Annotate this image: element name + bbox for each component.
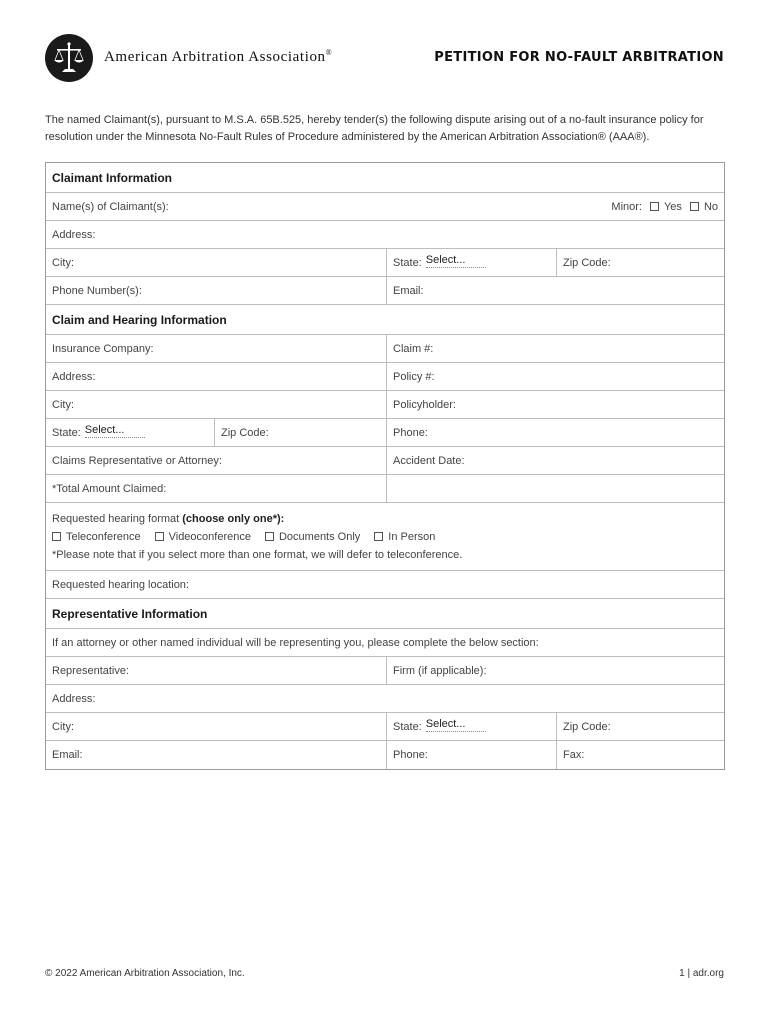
in-person-checkbox[interactable] [374,532,383,541]
hearing-format-label: Requested hearing format [52,512,180,525]
insurance-address-field[interactable] [46,363,386,390]
teleconference-label: Teleconference [66,530,141,543]
minor-label: Minor: [611,200,642,213]
scales-of-justice-icon [45,34,93,82]
hearing-format-note: (choose only one*): [182,512,285,525]
insurance-phone-label: Phone: [393,427,428,439]
representative-name-field[interactable] [46,657,386,684]
claimant-address-row [46,221,724,249]
teleconference-checkbox[interactable] [52,532,61,541]
representative-fax-field[interactable] [556,741,724,769]
claimant-name-row [46,193,724,221]
documents-only-checkbox[interactable] [265,532,274,541]
minor-group [611,201,718,213]
representative-address-label: Address: [52,692,96,705]
total-amount-field[interactable] [46,475,386,502]
policyholder-field[interactable] [386,391,724,418]
claimant-state-field [386,249,556,276]
claimant-names-label: Name(s) of Claimant(s): [52,200,169,213]
insurance-row [46,335,724,363]
videoconference-checkbox[interactable] [155,532,164,541]
claimant-address-field[interactable] [46,221,724,248]
copyright-footer: © 2022 American Arbitration Association, Inc. [45,968,245,979]
claimant-email-field[interactable] [386,277,724,304]
minor-no-label: No [703,200,718,213]
claimant-heading: Claimant Information [52,170,173,185]
representative-name-row [46,657,724,685]
hearing-format-options [52,531,435,543]
representative-zip-label: Zip Code: [563,720,611,733]
documents-only-label: Documents Only [278,530,361,543]
claimant-state-select[interactable]: Select... [426,254,486,268]
hearing-location-field[interactable] [46,571,724,598]
representative-city-row [46,713,724,741]
representative-instruction: If an attorney or other named individual will be representing you, please complete the below section: [52,636,539,649]
representative-email-field[interactable] [46,741,386,769]
claimant-phone-row [46,277,724,305]
representative-fax-label: Fax: [563,749,585,761]
insurance-phone-field[interactable] [386,419,724,446]
videoconference-label: Videoconference [168,530,251,543]
claimant-address-label: Address: [52,228,96,241]
total-amount-blank [386,475,724,502]
claim-number-label: Claim #: [393,342,434,355]
representative-state-select[interactable]: Select... [426,718,486,732]
aaa-logo [45,34,93,82]
hearing-location-label: Requested hearing location: [52,578,189,591]
in-person-label: In Person [388,530,436,543]
representative-address-row [46,685,724,713]
organization-name [104,48,332,66]
insurance-zip-field[interactable] [214,419,386,446]
representative-city-label: City: [52,720,74,733]
hearing-format-heading [52,513,284,525]
accident-date-label: Accident Date: [393,455,465,467]
insurance-company-field[interactable] [46,335,386,362]
claimant-section-header [46,163,724,193]
page-number-footer: 1 | adr.org [679,968,724,979]
representative-name-label: Representative: [52,664,130,677]
insurance-city-row [46,391,724,419]
insurance-state-field [46,419,214,446]
representative-section-header [46,599,724,629]
hearing-format-footnote: *Please note that if you select more than one format, we will defer to teleconference. [52,548,463,561]
claims-rep-field[interactable] [46,447,386,474]
claimant-city-row [46,249,724,277]
insurance-address-row [46,363,724,391]
claimant-phone-field[interactable] [46,277,386,304]
insurance-zip-label: Zip Code: [221,426,269,439]
organization-name-text: American Arbitration Association [104,49,326,65]
insurance-city-field[interactable] [46,391,386,418]
representative-contact-row [46,741,724,769]
document-title: PETITION FOR NO-FAULT ARBITRATION [434,50,724,65]
representative-address-field[interactable] [46,685,724,712]
policy-number-field[interactable] [386,363,724,390]
claimant-names-field[interactable] [46,193,724,220]
representative-state-label: State: [393,720,422,733]
insurance-company-label: Insurance Company: [52,342,154,355]
representative-firm-field[interactable] [386,657,724,684]
representative-instruction-row [46,629,724,657]
representative-state-field [386,713,556,740]
representative-email-label: Email: [52,749,83,761]
representative-phone-field[interactable] [386,741,556,769]
minor-no-checkbox[interactable] [690,202,699,211]
hearing-location-row [46,571,724,599]
insurance-address-label: Address: [52,370,96,383]
claimant-zip-field[interactable] [556,249,724,276]
total-amount-label: *Total Amount Claimed: [52,482,167,495]
representative-zip-field[interactable] [556,713,724,740]
claim-heading: Claim and Hearing Information [52,312,227,327]
representative-phone-label: Phone: [393,749,428,761]
claims-rep-label: Claims Representative or Attorney: [52,454,222,467]
claimant-phone-label: Phone Number(s): [52,284,142,297]
minor-yes-label: Yes [663,200,682,213]
claimant-state-label: State: [393,256,422,269]
claim-section-header [46,305,724,335]
intro-paragraph: The named Claimant(s), pursuant to M.S.A. 65B.525, hereby tender(s) the following dispute arising out of a no-fault insurance policy for resolution under the Minnesota No-Fault Rules of Procedure administered by the American Arbitration Association® (AAA®). [45,114,704,143]
hearing-format-row [46,503,724,571]
insurance-city-label: City: [52,398,74,411]
claim-number-field[interactable] [386,335,724,362]
claimant-zip-label: Zip Code: [563,256,611,269]
claimant-email-label: Email: [393,284,424,297]
minor-yes-checkbox[interactable] [650,202,659,211]
representative-city-field[interactable] [46,713,386,740]
claimant-city-field[interactable] [46,249,386,276]
insurance-state-label: State: [52,426,81,439]
petition-form [45,162,725,770]
registered-mark: ® [325,48,333,57]
policyholder-label: Policyholder: [393,398,456,411]
representative-heading: Representative Information [52,606,208,621]
representative-firm-label: Firm (if applicable): [393,664,487,677]
claims-rep-row [46,447,724,475]
accident-date-field[interactable] [386,447,724,474]
insurance-state-row [46,419,724,447]
claimant-city-label: City: [52,256,74,269]
insurance-state-select[interactable]: Select... [85,424,145,438]
policy-number-label: Policy #: [393,370,435,383]
total-amount-row [46,475,724,503]
